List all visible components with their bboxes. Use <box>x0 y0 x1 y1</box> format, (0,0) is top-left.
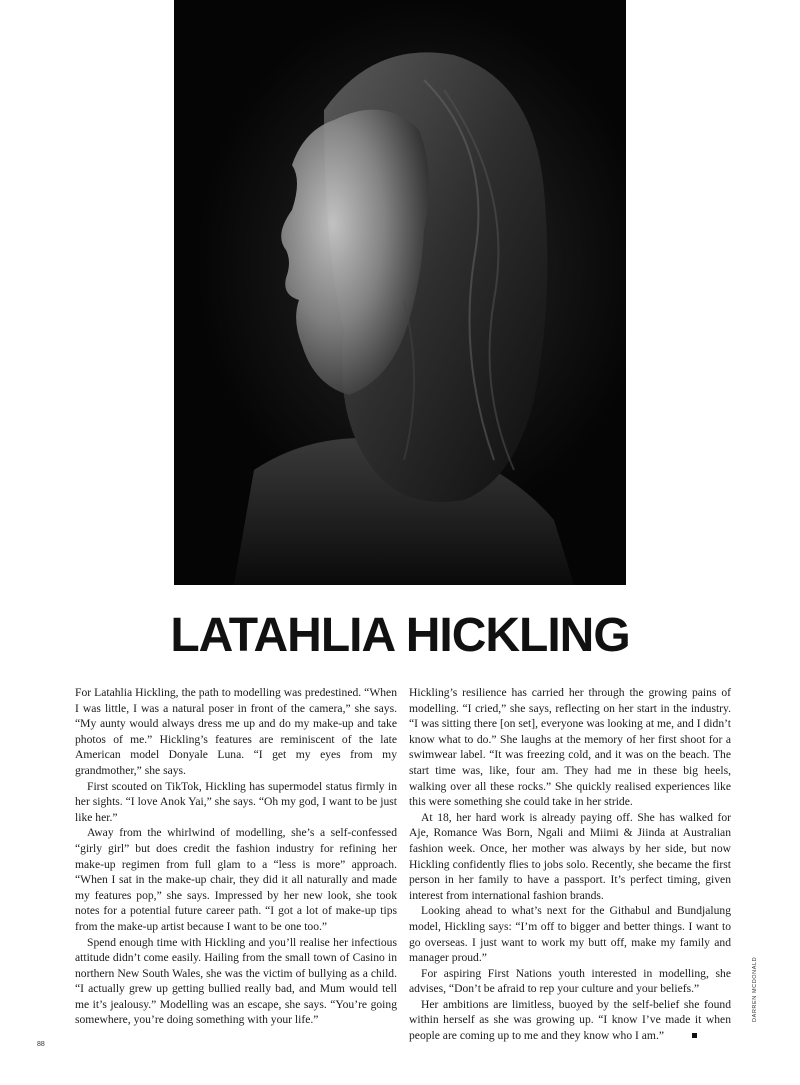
article-headline: LATAHLIA HICKLING <box>170 609 630 662</box>
paragraph: For aspiring First Nations youth interested in modelling, she advises, “Don’t be afraid to rep your culture and your beliefs.” <box>409 966 731 996</box>
paragraph: At 18, her hard work is already paying off. She has walked for Aje, Romance Was Born, Ngali and Miimi & Jiinda at Australian fashion week. Once, her mother was always by her side, but now Hickling confidently flies to jobs solo. Recently, she became the first person in her family to have a passport. It’s perfect timing, given interest from international fashion brands. <box>409 810 731 902</box>
article-column-left <box>75 685 397 1028</box>
end-mark-icon <box>692 1033 697 1038</box>
paragraph: For Latahlia Hickling, the path to modelling was predestined. “When I was little, I was a natural poser in front of the camera,” she says. “My aunty would always dress me up and do my make-up and take photos of me.” Hickling’s features are reminiscent of the late American model Donyale Luna. “I get my eyes from my grandmother,” she says. <box>75 686 397 777</box>
page-number: 88 <box>37 1041 45 1048</box>
paragraph: Away from the whirlwind of modelling, she’s a self-confessed “girly girl” but does credit the fashion industry for refining her make-up regimen from full glam to a “less is more” approach. “When I sat in the make-up chair, they did it all naturally and made my features pop,” she says. Impressed by her new look, she took notes for a potential future career path. “I got a lot of make-up tips from the make-up artist because I want to be one too.” <box>75 826 397 933</box>
paragraph: Spend enough time with Hickling and you’ll realise her infectious attitude didn’t come easily. Hailing from the small town of Casino in northern New South Wales, she was the victim of bullying as a child. “I actually grew up getting bullied really bad, and Mum would tell me it’s jealousy.” Modelling was an escape, she says. “You’re going somewhere, you’re doing something with your life.” <box>75 935 397 1027</box>
article-column-right <box>409 685 731 1044</box>
paragraph: Hickling’s resilience has carried her through the growing pains of modelling. “I cried,” she says, reflecting on her start in the industry. “I was sitting there [on set], everyone was looking at me, and I didn’t know what to do.” She laughs at the memory of her first shoot for a swimwear label. “It was freezing cold, and it was on the beach. The start time was, like, four am. They had me in these big heels, walking over all these rocks.” She quickly realised experiences like this were something she could take in her stride. <box>409 686 731 809</box>
paragraph: First scouted on TikTok, Hickling has supermodel status firmly in her sights. “I love Anok Yai,” she says. “Oh my god, I want to be just like her.” <box>75 779 397 824</box>
photo-credit: DARREN MCDONALD <box>752 956 758 1022</box>
portrait-photo <box>174 0 626 585</box>
paragraph-text: Her ambitions are limitless, buoyed by the self-belief she found within herself as she was growing up. “I know I’ve made it when people are coming up to me and they know who I am.” <box>409 997 731 1043</box>
portrait-illustration <box>174 0 626 585</box>
paragraph-last <box>409 997 731 1044</box>
paragraph: Looking ahead to what’s next for the Githabul and Bundjalung model, Hickling says: “I’m off to bigger and better things. I want to go overseas. I just want to work my butt off, make my family and manager proud.” <box>409 904 731 965</box>
